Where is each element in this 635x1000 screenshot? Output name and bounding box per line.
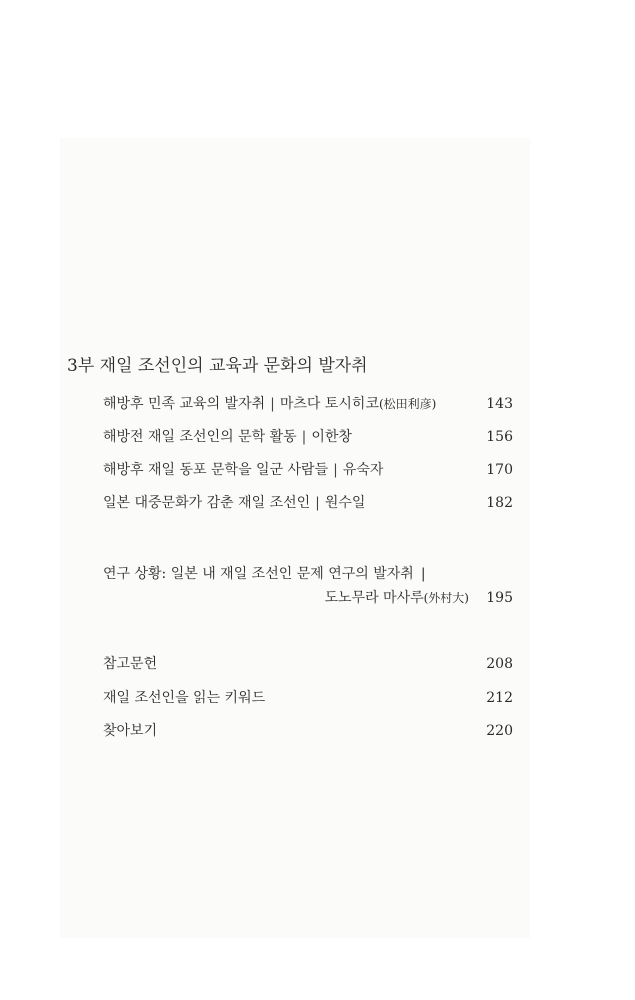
book-page [60, 138, 530, 938]
part-title: 3부 재일 조선인의 교육과 문화의 발자취 [67, 356, 368, 376]
separator: | [333, 462, 338, 478]
entry-title: 찾아보기 [103, 723, 158, 739]
entry-page-number: 156 [486, 429, 513, 445]
entry-title: 재일 조선인을 읽는 키워드 [103, 690, 266, 706]
research-page-number: 195 [486, 590, 513, 606]
toc-entry-back-matter [103, 686, 513, 710]
entry-author: 유숙자 [342, 462, 384, 478]
entry-page-number: 143 [486, 396, 513, 412]
entry-author-hanja: (松田利彦) [378, 397, 437, 411]
entry-title: 일본 대중문화가 감춘 재일 조선인 [103, 495, 311, 511]
toc-entry [103, 458, 513, 482]
entry-author: 마츠다 토시히코 [279, 396, 379, 412]
toc-entry-back-matter [103, 719, 513, 743]
separator: | [270, 396, 275, 412]
entry-author: 원수일 [324, 495, 366, 511]
separator: | [315, 495, 320, 511]
toc-entry [103, 425, 513, 449]
entry-page-number: 208 [486, 656, 513, 672]
toc-entry [103, 491, 513, 515]
toc-entry [103, 392, 513, 416]
research-author: 도노무라 마사루 [324, 590, 424, 606]
separator: | [301, 429, 307, 445]
entry-title: 해방후 민족 교육의 발자취 [103, 396, 266, 412]
entry-page-number: 182 [486, 495, 513, 511]
entry-title: 해방후 재일 동포 문학을 일군 사람들 [103, 462, 329, 478]
research-author-hanja: (外村大) [423, 591, 469, 605]
separator: | [420, 566, 426, 582]
research-entry-continued [103, 586, 513, 610]
research-entry [103, 562, 513, 586]
entry-title: 해방전 재일 조선인의 문학 활동 [103, 429, 297, 445]
entry-page-number: 212 [486, 690, 513, 706]
entry-title: 참고문헌 [103, 656, 158, 672]
research-title: 연구 상황: 일본 내 재일 조선인 문제 연구의 발자취 [103, 566, 414, 582]
entry-page-number: 170 [486, 462, 513, 478]
entry-page-number: 220 [486, 723, 513, 739]
toc-entry-back-matter [103, 652, 513, 676]
entry-author: 이한창 [311, 429, 352, 445]
